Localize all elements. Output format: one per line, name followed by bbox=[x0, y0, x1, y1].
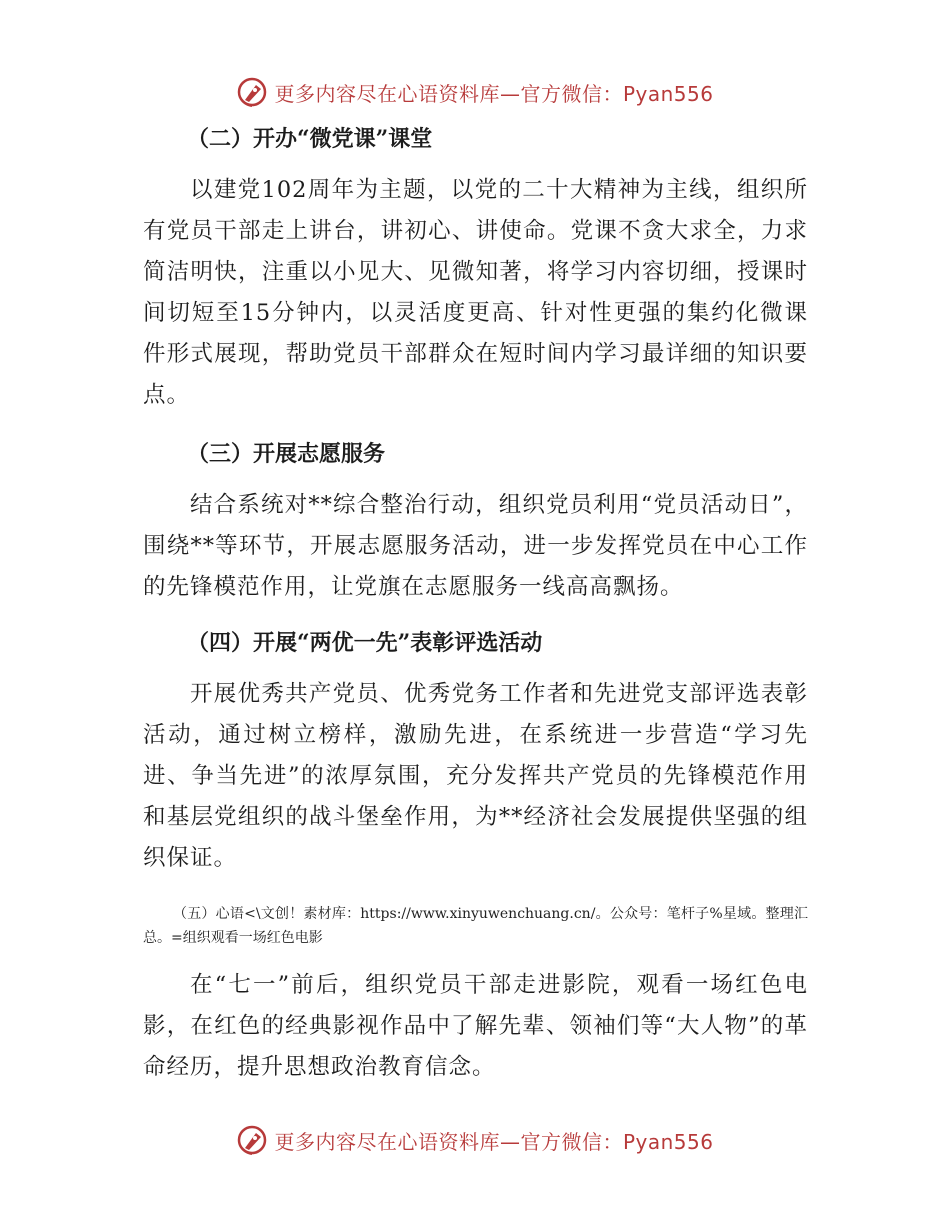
watermark-text: 更多内容尽在心语资料库—官方微信：Pyan556 bbox=[274, 1129, 714, 1154]
section-heading-4: （四）开展“两优一先”表彰评选活动 bbox=[187, 630, 543, 656]
section-note-5: （五）心语<\文创！素材库：https://www.xinyuwenchuang.cn/。公众号：笔杆子%星域。整理汇总。=组织观看一场红色电影 bbox=[143, 906, 808, 946]
watermark-banner-top bbox=[0, 72, 950, 112]
section-body-2: 以建党102周年为主题，以党的二十大精神为主线，组织所有党员干部走上讲台，讲初心、讲使命。党课不贪大求全，力求简洁明快，注重以小见大、见微知著，将学习内容切细，授课时间切短至15分钟内，以灵活度更高、针对性更强的集约化微课件形式展现，帮助党员干部群众在短时间内学习最详细的知识要点。 bbox=[143, 177, 808, 408]
section-body-3: 结合系统对**综合整治行动，组织党员利用“党员活动日”，围绕**等环节，开展志愿服务活动，进一步发挥党员在中心工作的先锋模范作用，让党旗在志愿服务一线高高飘扬。 bbox=[143, 492, 808, 600]
watermark-banner-bottom bbox=[0, 1120, 950, 1160]
watermark-text: 更多内容尽在心语资料库—官方微信：Pyan556 bbox=[274, 81, 714, 106]
section-body-5: 在“七一”前后，组织党员干部走进影院，观看一场红色电影，在红色的经典影视作品中了解先辈、领袖们等“大人物”的革命经历，提升思想政治教育信念。 bbox=[143, 972, 808, 1080]
section-body-4: 开展优秀共产党员、优秀党务工作者和先进党支部评选表彰活动，通过树立榜样，激励先进，在系统进一步营造“学习先进、争当先进”的浓厚氛围，充分发挥共产党员的先锋模范作用和基层党组织的战斗堡垒作用，为**经济社会发展提供坚强的组织保证。 bbox=[143, 681, 808, 871]
pen-nib-logo-icon bbox=[236, 1123, 270, 1157]
section-heading-3: （三）开展志愿服务 bbox=[187, 441, 386, 467]
pen-nib-logo-icon bbox=[236, 75, 270, 109]
section-heading-2: （二）开办“微党课”课堂 bbox=[187, 126, 433, 152]
